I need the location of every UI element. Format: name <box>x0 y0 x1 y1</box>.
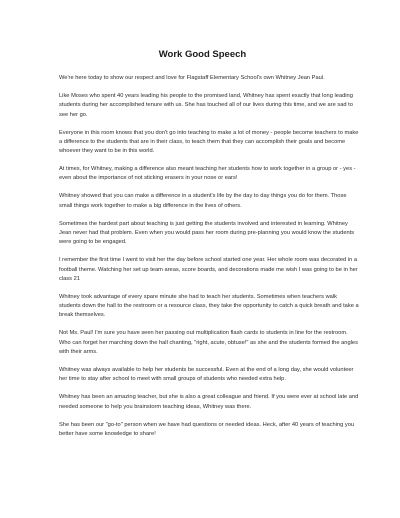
paragraph: Not Ms. Paul! I'm sure you have seen her passing out multiplication flash cards to students in line for the restroom. Who can forget her marching down the hall chanting, "right, acute, obtuse!" as she and the students formed the angles with their arms. <box>59 330 358 356</box>
paragraph: Whitney was always available to help her students be successful. Even at the end of a long day, she would volunteer her time to stay after school to meet with small groups of students who needed extra help. <box>59 367 354 383</box>
paragraph: Like Moses who spent 40 years leading his people to the promised land, Whitney has spent exactly that long leading students during her accomplished tenure with us. She has touched all of our lives during this time, and we are sad to see her go. <box>59 92 353 118</box>
paragraph: Whitney has been an amazing teacher, but she is also a great colleague and friend. If you were ever at school late and needed someone to help you brainstorm teaching ideas, Whitney was there. <box>59 394 359 410</box>
paragraph: I remember the first time I went to visit her the day before school started one year. Her whole room was decorated in a football theme. Watching her set up team areas, score boards, and decorations made me wish I was going to be in her class 21 <box>59 257 358 282</box>
document-body <box>59 74 360 439</box>
document-title: Work Good Speech <box>158 49 247 60</box>
paragraph: We're here today to show our respect and love for Flagstaff Elementary School's own Whitney Jean Paul. <box>59 75 325 81</box>
paragraph: Everyone in this room knows that you don't go into teaching to make a lot of money - people become teachers to make a difference to the students that are in their class, to teach them that they can accomplish their goals and become whoever they want to be in this world. <box>59 129 359 155</box>
paragraph: Whitney took advantage of every spare minute she had to teach her students. Sometimes when teachers walk students down the hall to the restroom or a resource class, they take the opportunity to catch a quick breath and take a break themselves. <box>59 293 359 319</box>
paragraph: Whitney showed that you can make a difference in a student's life by the day to day things you do for them. Those small things work together to make a big difference in the lives of others. <box>59 193 347 209</box>
paragraph: She has been our "go-to" person when we have had questions or needed ideas. Heck, after 40 years of teaching you better have some knowledge to share! <box>59 421 355 437</box>
paragraph: At times, for Whitney, making a difference also meant teaching her students how to work together in a group or - yes - even about the importance of not sticking erasers in your nose or ears! <box>59 166 356 182</box>
paragraph: Sometimes the hardest part about teaching is just getting the students involved and interested in learning. Whitney Jean never had that problem. Even when you would pass her room during pre-planning you would know the students were going to be engaged. <box>59 220 355 246</box>
